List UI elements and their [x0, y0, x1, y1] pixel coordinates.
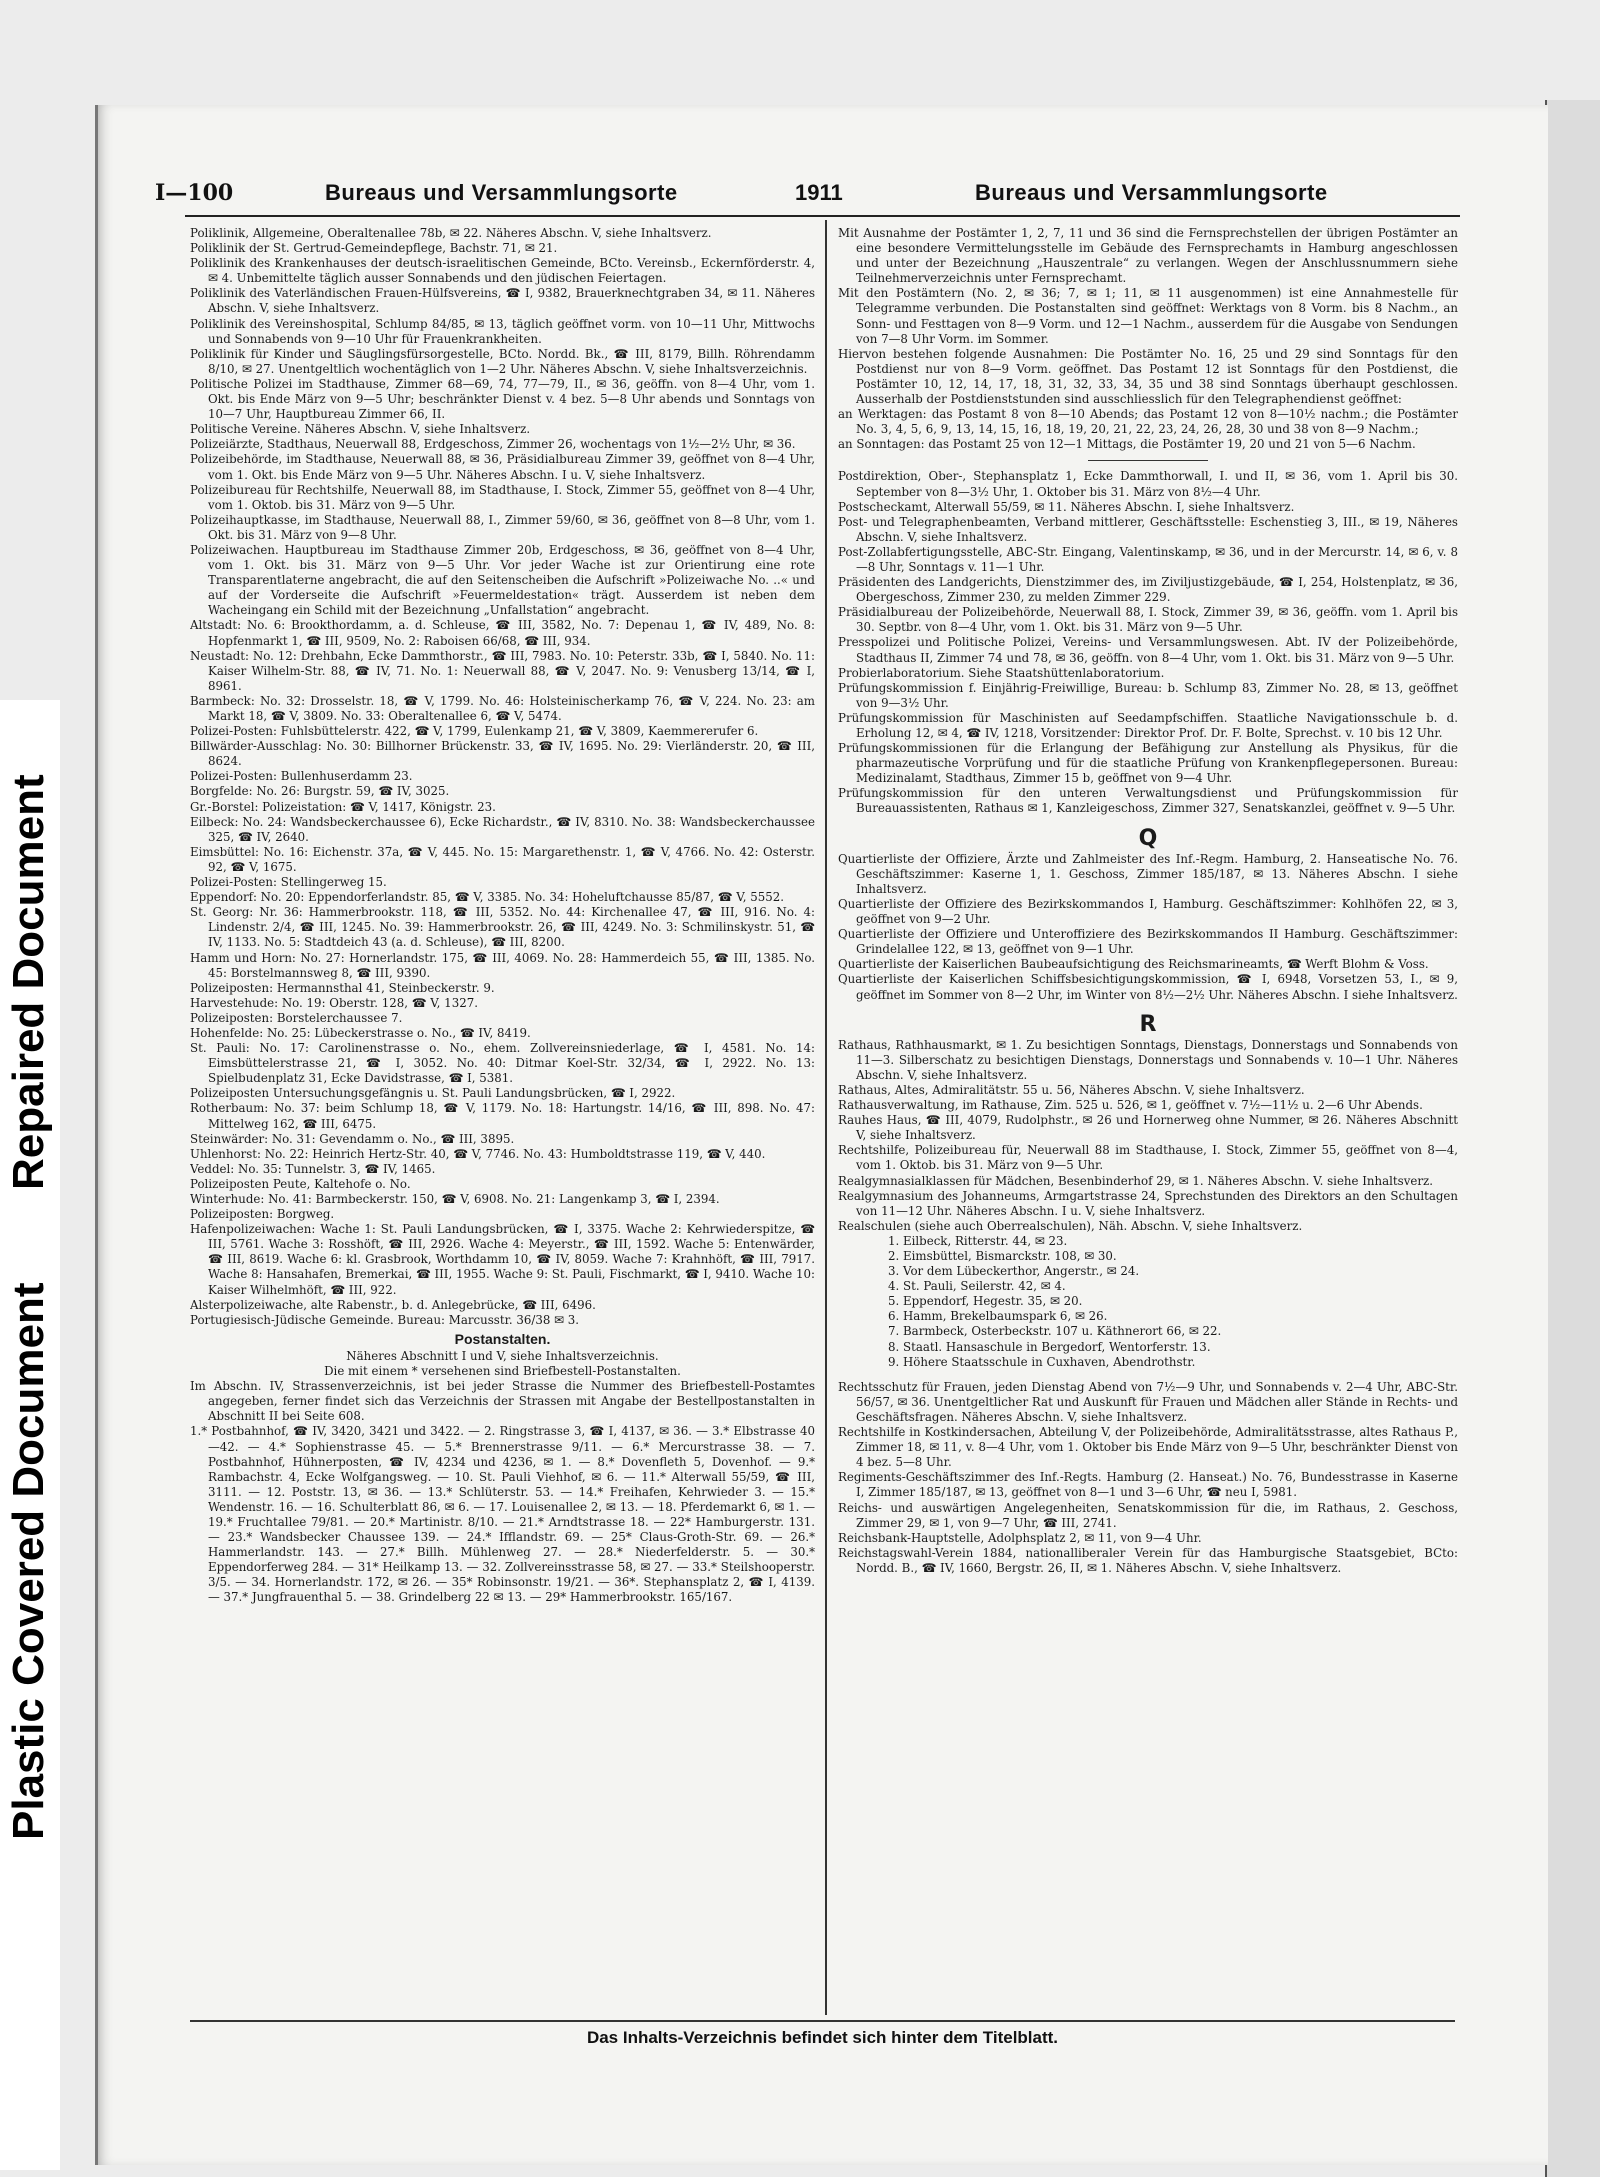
adjacent-page-edge: [1545, 100, 1600, 2177]
directory-entry: Eimsbüttel: No. 16: Eichenstr. 37a, ☎ V, 445. No. 15: Margarethenstr. 1, ☎ V, 4766. No. 42: Osterstr. 92, ☎ V, 1675.: [190, 844, 815, 874]
directory-entry: Eilbeck: No. 24: Wandsbeckerchaussee 6), Ecke Richardstr., ☎ IV, 8310. No. 38: Wandsbeckerchaussee 325, ☎ IV, 2640.: [190, 814, 815, 844]
directory-entry: Prüfungskommission für Maschinisten auf Seedampfschiffen. Staatliche Navigationsschule b. d. Erholung 12, ✉ 4, ☎ IV, 1218, Vorsitzender: Direktor Prof. Dr. F. Bolte, Sprechst. v. 10 bis 12 Uhr.: [838, 710, 1458, 740]
directory-entry: Poliklinik der St. Gertrud-Gemeindepflege, Bachstr. 71, ✉ 21.: [190, 241, 558, 256]
directory-entry: Realgymnasialklassen für Mädchen, Besenbinderhof 29, ✉ 1. Näheres Abschn. V. siehe Inhaltsverz.: [838, 1173, 1433, 1188]
directory-entry: Hafenpolizeiwachen: Wache 1: St. Pauli Landungsbrücken, ☎ I, 3375. Wache 2: Kehrwiederspitze, ☎ III, 5761. Wache 3: Rosshöft, ☎ III, 2926. Wache 4: Meyerstr., ☎ III, 1592. Wache 5: Entenwärder, ☎ III, 8619. Wache 6: kl. Grasbrook, Worthdamm 10, ☎ IV, 8059. Wache 7: Krahnhöft, ☎ III, 7917. Wache 8: Hansahafen, Bremerkai, ☎ III, 1955. Wache 9: St. Pauli, Fischmarkt, ☎ I, 9410. Wache 10: Kaiser Wilhelmhöft, ☎ III, 922.: [190, 1222, 815, 1297]
directory-entry: Präsidialbureau der Polizeibehörde, Neuerwall 88, I. Stock, Zimmer 39, ✉ 36, geöffn. vom 1. April bis 30. Septbr. von 8—4 Uhr, vom 1. Okt. bis 31. März von 9—5 Uhr.: [838, 605, 1458, 635]
directory-entry: Presspolizei und Politische Polizei, Vereins- und Versammlungswesen. Abt. IV der Polizeibehörde, Stadthaus II, Zimmer 74 und 78, ✉ 36, geöffn. von 8—4 Uhr, vom 1. Okt. bis 31. März von 9—5 Uhr.: [838, 635, 1458, 665]
directory-entry: Uhlenhorst: No. 22: Heinrich Hertz-Str. 40, ☎ V, 7746. No. 43: Humboldtstrasse 119, ☎ V, 440.: [190, 1146, 766, 1161]
directory-entry: Rechtshilfe, Polizeibureau für, Neuerwall 88 im Stadthause, I. Stock, Zimmer 55, geöffnet von 8—4, vom 1. Oktob. bis 31. März von 9—5 Uhr.: [838, 1143, 1458, 1173]
section-letter-r: R: [1139, 1011, 1157, 1037]
postanstalten-note: Näheres Abschnitt I und V, siehe Inhaltsverzeichnis.: [346, 1348, 659, 1363]
directory-entry: Rathausverwaltung, im Rathause, Zim. 525 u. 526, ✉ 1, geöffnet v. 7½—11½ u. 2—6 Uhr Abends.: [838, 1098, 1423, 1113]
directory-entry: Eppendorf: No. 20: Eppendorferlandstr. 85, ☎ V, 3385. No. 34: Hoheluftchausse 85/87, ☎ V, 5552.: [190, 890, 784, 905]
directory-entry: Borgfelde: No. 26: Burgstr. 59, ☎ IV, 3025.: [190, 784, 450, 799]
post-notes: [838, 226, 1458, 452]
postanstalten-note: Die mit einem * versehenen sind Briefbestell-Postanstalten.: [324, 1364, 681, 1379]
left-column: [190, 226, 815, 2026]
plastic-covered-label: Plastic Covered Document: [4, 1282, 53, 1840]
directory-entry: Rauhes Haus, ☎ III, 4079, Rudolphstr., ✉ 26 und Hornerweg ohne Nummer, ✉ 26. Näheres Abschnitt V, siehe Inhaltsverz.: [838, 1113, 1458, 1143]
directory-entry: Poliklinik des Vaterländischen Frauen-Hülfsvereins, ☎ I, 9382, Brauerknechtgraben 34, ✉ 11. Näheres Abschn. V, siehe Inhaltsverz.: [190, 286, 815, 316]
directory-entry: Polizeiposten Peute, Kaltehofe o. No.: [190, 1176, 411, 1191]
directory-entry: Quartierliste der Kaiserlichen Baubeaufsichtigung des Reichsmarineamts, ☎ Werft Blohm & Voss.: [838, 957, 1429, 972]
directory-entry: Poliklinik des Vereinshospital, Schlump 84/85, ✉ 13, täglich geöffnet vorm. von 10—11 Uhr, Mittwochs und Sonnabends von 9—10 Uhr für Frauenkrankheiten.: [190, 316, 815, 346]
directory-entry: Polizei-Posten: Bullenhuserdamm 23.: [190, 769, 413, 784]
directory-entry: Poliklinik für Kinder und Säuglingsfürsorgestelle, BCto. Nordd. Bk., ☎ III, 8179, Billh. Röhrendamm 8/10, ✉ 27. Unentgeltlich wochentäglich von 1—2 Uhr. Näheres Abschn. V, siehe Inhaltsverzeichnis.: [190, 346, 815, 376]
realschulen-list: [838, 1234, 1458, 1370]
directory-entry: Rechtshilfe in Kostkindersachen, Abteilung V, der Polizeibehörde, Admiralitätsstrasse, altes Rathaus P., Zimmer 18, ✉ 11, v. 8—4 Uhr, vom 1. Oktober bis Ende März von 9—5 Uhr, beschränkter Dienst von 4 bez. 5—8 Uhr.: [838, 1425, 1458, 1470]
section-rule: [1088, 460, 1208, 461]
directory-entry: Prüfungskommission für den unteren Verwaltungsdienst und Prüfungskommission für Bureauassistenten, Rathaus ✉ 1, Kanzleigeschoss, Zimmer 327, Senatskanzlei, geöffnet v. 9—5 Uhr.: [838, 786, 1458, 816]
directory-entry: Regiments-Geschäftszimmer des Inf.-Regts. Hamburg (2. Hanseat.) No. 76, Bundesstrasse in Kaserne I, Zimmer 185/187, ✉ 13, geöffnet von 8—1 und 3—6 Uhr, ☎ neu I, 5981.: [838, 1470, 1458, 1500]
running-title-right: Bureaus und Versammlungsorte: [975, 180, 1328, 205]
directory-entry: Veddel: No. 35: Tunnelstr. 3, ☎ IV, 1465.: [190, 1161, 436, 1176]
directory-entry: Polizeihauptkasse, im Stadthause, Neuerwall 88, I., Zimmer 59/60, ✉ 36, geöffnet von 8—8 Uhr, vom 1. Okt. bis 31. März von 9—8 Uhr.: [190, 512, 815, 542]
directory-entry: Polizeiärzte, Stadthaus, Neuerwall 88, Erdgeschoss, Zimmer 26, wochentags von 1½—2½ Uhr, ✉ 36.: [190, 437, 796, 452]
directory-entry: Portugiesisch-Jüdische Gemeinde. Bureau: Marcusstr. 36/38 ✉ 3.: [190, 1312, 580, 1327]
directory-entry: Polizeibehörde, im Stadthause, Neuerwall 88, ✉ 36, Präsidialbureau Zimmer 39, geöffnet von 8—4 Uhr, vom 1. Okt. bis Ende März von 9—5 Uhr. Näheres Abschn. I u. V, siehe Inhaltsverz.: [190, 452, 815, 482]
directory-entry: St. Pauli: No. 17: Carolinenstrasse o. No., ehem. Zollvereinsniederlage, ☎ I, 4581. No. 14: Eimsbüttelerstrasse 21, ☎ I, 3052. No. 40: Ditmar Koel-Str. 32/34, ☎ I, 2922. No. 13: Spielbudenplatz 31, Ecke Davidstrasse, ☎ I, 5381.: [190, 1041, 815, 1086]
directory-entry: Reichs- und auswärtigen Angelegenheiten, Senatskommission für die, im Rathaus, 2. Geschoss, Zimmer 29, ✉ 1, von 9—7 Uhr, ☎ III, 2741.: [838, 1500, 1458, 1530]
directory-entry: Polizeiposten: Hermannsthal 41, Steinbeckerstr. 9.: [190, 980, 495, 995]
directory-entry: Alsterpolizeiwache, alte Rabenstr., b. d. Anlegebrücke, ☎ III, 6496.: [190, 1297, 596, 1312]
directory-entry: Polizeibureau für Rechtshilfe, Neuerwall 88, im Stadthause, I. Stock, Zimmer 55, geöffnet von 8—4 Uhr, vom 1. Oktob. bis 31. März von 9—5 Uhr.: [190, 482, 815, 512]
directory-entry: Reichstagswahl-Verein 1884, nationalliberaler Verein für das Hamburgische Staatsgebiet, BCto: Nordd. B., ☎ IV, 1660, Bergstr. 26, II, ✉ 1. Näheres Abschn. V, siehe Inhaltsverz.: [838, 1545, 1458, 1575]
directory-entry: Polizeiposten: Borgweg.: [190, 1207, 335, 1222]
right-column: [838, 226, 1458, 2026]
directory-entry: Barmbeck: No. 32: Drosselstr. 18, ☎ V, 1799. No. 46: Holsteinischerkamp 76, ☎ V, 224. No. 23: am Markt 18, ☎ V, 3809. No. 33: Oberaltenallee 6, ☎ V, 5474.: [190, 693, 815, 723]
directory-entry: Gr.-Borstel: Polizeistation: ☎ V, 1417, Königstr. 23.: [190, 799, 496, 814]
r-entries: [838, 1038, 1458, 1234]
column-divider: [825, 220, 827, 2015]
post-note: an Werktagen: das Postamt 8 von 8—10 Abends; das Postamt 12 von 8—10½ nachm.; die Postämter No. 3, 4, 5, 6, 9, 13, 14, 15, 16, 18, 19, 20, 21, 22, 23, 24, 26, 28, 30 und 38 von 8—9 Nachm.;: [838, 407, 1458, 437]
directory-entry: Quartierliste der Offiziere, Ärzte und Zahlmeister des Inf.-Regm. Hamburg, 2. Hanseatische No. 76. Geschäftszimmer: Kaserne 1, 1. Geschoss, Zimmer 185/187, ✉ 13. Näheres Abschn. I siehe Inhaltsverz.: [838, 851, 1458, 896]
post-entry: 1.* Postbahnhof, ☎ IV, 3420, 3421 und 3422. — 2. Ringstrasse 3, ☎ I, 4137, ✉ 36. — 3.* Elbstrasse 40—42. — 4.* Sophienstrasse 45. — 5.* Brennerstrasse 9/11. — 6.* Mercurstrasse 38. — 7. Postbahnhof, Hühnerposten, ☎ IV, 4234 und 4236, ✉ 1. — 8.* Dovenfleth 5, Dovenhof. — 9.* Rambachstr. 4, Ecke Wolfgangsweg. — 10. St. Pauli Viehhof, ✉ 6. — 11.* Alterwall 55/59, ☎ III, 3111. — 12. Poststr. 13, ✉ 36. — 13.* Schlüterstr. 53. — 14.* Freihafen, Kehrwieder 3. — 15.* Wendenstr. 16. — 16. Schulterblatt 86, ✉ 6. — 17. Louisenallee 2, ✉ 13. — 18. Pferdemarkt 6, ✉ 1. — 19.* Fruchtallee 79/81. — 20.* Martinistr. 8/10. — 21.* Arndtstrasse 18. — 22* Hamburgerstr. 131. — 23.* Wandsbecker Chaussee 139. — 24.* Ifflandstr. 69. — 25* Claus-Groth-Str. 69. — 26.* Hammerlandstr. 143. — 27.* Billh. Mühlenweg 27. — 28.* Niederfelderstr. 5. — 30.* Eppendorferweg 284. — 31* Heilkamp 13. — 32. Zollvereinsstrasse 58, ✉ 27. — 33.* Steilshooperstr. 3/5. — 34. Hornerlandstr. 172, ✉ 26. — 35* Robinsonstr. 19/21. — 36*. Stephansplatz 2, ☎ I, 4139. — 37.* Jungfrauenthal 5. — 38. Grindelberg 22 ✉ 13. — 29* Hammerbrookstr. 165/167.: [190, 1424, 815, 1605]
year: 1911: [795, 180, 843, 205]
school-item: 1. Eilbeck, Ritterstr. 44, ✉ 23.: [888, 1233, 1068, 1248]
directory-entry: Steinwärder: No. 31: Gevendamm o. No., ☎ III, 3895.: [190, 1131, 515, 1146]
school-item: 6. Hamm, Brekelbaumspark 6, ✉ 26.: [888, 1309, 1108, 1324]
directory-entry: Präsidenten des Landgerichts, Dienstzimmer des, im Ziviljustizgebäude, ☎ I, 254, Holstenplatz, ✉ 36, Obergeschoss, Zimmer 230, zu melden Zimmer 229.: [838, 575, 1458, 605]
directory-entry: Polizeiposten Untersuchungsgefängnis u. St. Pauli Landungsbrücken, ☎ I, 2922.: [190, 1086, 676, 1101]
running-title-left: Bureaus und Versammlungsorte: [325, 180, 678, 205]
directory-entry: Post-Zollabfertigungsstelle, ABC-Str. Eingang, Valentinskamp, ✉ 36, und in der Mercurstr. 14, ✉ 6, v. 8—8 Uhr, Sonntags v. 11—1 Uhr.: [838, 544, 1458, 574]
directory-entry: Polizei-Posten: Fuhlsbüttelerstr. 422, ☎ V, 1799, Eulenkamp 21, ☎ V, 3809, Kaemmererufer 6.: [190, 724, 759, 739]
header-rule: [185, 215, 1460, 217]
school-item: 8. Staatl. Hansaschule in Bergedorf, Wentorferstr. 13.: [888, 1339, 1211, 1354]
q-entries: [838, 852, 1458, 1003]
directory-entry: Hamm und Horn: No. 27: Hornerlandstr. 175, ☎ III, 4069. No. 28: Hammerdeich 55, ☎ III, 1385. No. 45: Borstelmannsweg 8, ☎ III, 9390.: [190, 950, 815, 980]
directory-entry: Poliklinik des Krankenhauses der deutsch-israelitischen Gemeinde, BCto. Vereinsb., Eckernförderstr. 4, ✉ 4. Unbemittelte täglich ausser Sonnabends und den jüdischen Feiertagen.: [190, 256, 815, 286]
school-item: 9. Höhere Staatsschule in Cuxhaven, Abendrothstr.: [888, 1354, 1196, 1369]
repaired-document-label: Repaired Document: [4, 774, 53, 1190]
school-item: 5. Eppendorf, Hegestr. 35, ✉ 20.: [888, 1294, 1083, 1309]
directory-entry: Rathaus, Altes, Admiralitätstr. 55 u. 56, Näheres Abschn. V, siehe Inhaltsverz.: [838, 1082, 1305, 1097]
directory-entry: Winterhude: No. 41: Barmbeckerstr. 150, ☎ V, 6908. No. 21: Langenkamp 3, ☎ I, 2394.: [190, 1192, 720, 1206]
directory-entry: Rotherbaum: No. 37: beim Schlump 18, ☎ V, 1179. No. 18: Hartungstr. 14/16, ☎ III, 898. No. 47: Mittelweg 162, ☎ III, 6475.: [190, 1101, 815, 1131]
post-note: an Sonntagen: das Postamt 25 von 12—1 Mittags, die Postämter 19, 20 und 21 von 5—6 Nachm.: [838, 437, 1416, 452]
directory-entry: Reichsbank-Hauptstelle, Adolphsplatz 2, ✉ 11, von 9—4 Uhr.: [838, 1530, 1202, 1545]
r-entries-continued: [838, 1380, 1458, 1576]
school-item: 4. St. Pauli, Seilerstr. 42, ✉ 4.: [888, 1279, 1066, 1294]
directory-entry: Rechtsschutz für Frauen, jeden Dienstag Abend von 7½—9 Uhr, und Sonnabends v. 2—4 Uhr, ABC-Str. 56/57, ✉ 36. Unentgeltlicher Rat und Auskunft für Frauen und Mädchen aller Stände in Rechts- und Geschäftsfragen. Näheres Abschn. V, siehe Inhaltsverz.: [838, 1379, 1458, 1424]
directory-entry: Polizei-Posten: Stellingerweg 15.: [190, 875, 387, 890]
directory-entry: Quartierliste der Offiziere des Bezirkskommandos I, Hamburg. Geschäftszimmer: Kohlhöfen 22, ✉ 3, geöffnet von 9—2 Uhr.: [838, 896, 1458, 927]
post-note: Mit Ausnahme der Postämter 1, 2, 7, 11 und 36 sind die Fernsprechstellen der übrigen Postämter an eine besondere Vermittelungsstelle im Gebäude des Fernsprechamts in Hamburg angeschlossen und unter der Bezeichnung „Hauszentrale“ zu verlangen. Wegen der Anschlussnummern siehe Teilnehmerverzeichnis unter Fernsprechamt.: [838, 226, 1458, 286]
directory-entry: Probierlaboratorium. Siehe Staatshüttenlaboratorium.: [838, 665, 1165, 680]
directory-entry: Rathaus, Rathhausmarkt, ✉ 1. Zu besichtigen Sonntags, Dienstags, Donnerstags und Sonnabends von 11—3. Silberschatz zu besichtigen Dienstags, Donnerstags und Sonnabends v. 10—1 Uhr. Näheres Abschn. V, siehe Inhaltsverz.: [838, 1037, 1458, 1082]
school-item: 3. Vor dem Lübeckerthor, Angerstr., ✉ 24.: [888, 1264, 1140, 1279]
directory-entry: Postscheckamt, Alterwall 55/59, ✉ 11. Näheres Abschn. I, siehe Inhaltsverz.: [838, 499, 1295, 514]
post-note: Hiervon bestehen folgende Ausnahmen: Die Postämter No. 16, 25 und 29 sind Sonntags für den Postdienst nur von 8—9 Vorm. geöffnet. Das Postamt 12 ist Sonntags für den Postdienst, die Postämter 10, 12, 14, 17, 18, 31, 32, 33, 34, 35 und 38 sind Sonntags überhaupt geschlossen. Ausserhalb der Postdienststunden sind ausschliesslich für den Telegraphendienst geöffnet:: [838, 346, 1458, 407]
section-letter-q: Q: [1138, 825, 1158, 851]
directory-entry: Quartierliste der Kaiserlichen Schiffsbesichtigungskommission, ☎ I, 6948, Vorsetzen 53, I., ✉ 9, geöffnet im Sommer von 8—2 Uhr, im Winter von 8½—2½ Uhr. Näheres Abschn. I siehe Inhaltsverz.: [838, 972, 1458, 1002]
directory-entry: St. Georg: Nr. 36: Hammerbrookstr. 118, ☎ III, 5352. No. 44: Kirchenallee 47, ☎ III, 916. No. 4: Lindenstr. 2/4, ☎ III, 1245. No. 39: Hammerbrookstr. 26, ☎ III, 4249. No. 3: Schmilinskystr. 51, ☎ IV, 1133. No. 5: Stadtdeich 43 (a. d. Schleuse), ☎ III, 8200.: [190, 905, 815, 950]
school-item: 7. Barmbeck, Osterbeckstr. 107 u. Käthnerort 66, ✉ 22.: [888, 1324, 1222, 1339]
school-item: 2. Eimsbüttel, Bismarckstr. 108, ✉ 30.: [888, 1249, 1117, 1263]
post-entry: Im Abschn. IV, Strassenverzeichnis, ist bei jeder Strasse die Nummer des Briefbestell-Postamtes angegeben, ferner findet sich das Verzeichnis der Strassen mit Angabe der Bestellpostanstalten in Abschnitt II bei Seite 608.: [190, 1379, 815, 1424]
post-note: Mit den Postämtern (No. 2, ✉ 36; 7, ✉ 1; 11, ✉ 11 ausgenommen) ist eine Annahmestelle für Telegramme verbunden. Die Postanstalten sind geöffnet: Werktags von 8 Vorm. bis 8 Nachm., an Sonn- und Festtagen von 8—9 Vorm. und 12—1 Nachm., ausserdem für die Ausgabe von Sendungen von 7—8 Uhr Vorm. im Sommer.: [838, 286, 1458, 346]
directory-entry: Polizeiwachen. Hauptbureau im Stadthause Zimmer 20b, Erdgeschoss, ✉ 36, geöffnet von 8—4 Uhr, vom 1. Okt. bis 31. März von 9—5 Uhr. Vor jeder Wache ist zur Orientirung eine rote Transparentlaterne angebracht, die auf den Seitenscheiben die Aufschrift »Polizeiwache No. ..« und auf der Vorderseite die Aufschrift »Feuermeldestation« trägt. Ausserdem ist neben dem Wacheingang ein Schild mit der Bezeichnung „Unfallstation“ angebracht.: [190, 542, 815, 618]
directory-entry: Polizeiposten: Borstelerchaussee 7.: [190, 1010, 403, 1025]
directory-entry: Post- und Telegraphenbeamten, Verband mittlerer, Geschäftsstelle: Eschenstieg 3, III., ✉ 19, Näheres Abschn. V, siehe Inhaltsverz.: [838, 514, 1458, 544]
directory-entry: Politische Vereine. Näheres Abschn. V, siehe Inhaltsverz.: [190, 422, 531, 437]
postanstalten-entries: [190, 1379, 815, 1605]
directory-entry: Neustadt: No. 12: Drehbahn, Ecke Dammthorstr., ☎ III, 7983. No. 10: Peterstr. 33b, ☎ I, 5840. No. 11: Kaiser Wilhelm-Str. 88, ☎ IV, 71. No. 1: Neuerwall 88, ☎ V, 2047. No. 9: Venusberg 13/14, ☎ I, 8961.: [190, 648, 815, 693]
directory-entry: Prüfungskommissionen für die Erlangung der Befähigung zur Anstellung als Physikus, für die pharmazeutische Vorprüfung und für die staatliche Prüfung von Krankenpflegepersonen. Bureau: Medizinalamt, Stadthaus, Zimmer 15 b, geöffnet von 9—4 Uhr.: [838, 741, 1458, 786]
directory-entry: Quartierliste der Offiziere und Unteroffiziere des Bezirkskommandos II Hamburg. Geschäftszimmer: Grindelallee 122, ✉ 13, geöffnet von 9—1 Uhr.: [838, 927, 1458, 957]
left-entries: [190, 226, 815, 1328]
directory-entry: Politische Polizei im Stadthause, Zimmer 68—69, 74, 77—79, II., ✉ 36, geöffn. von 8—4 Uhr, vom 1. Okt. bis Ende März von 9—5 Uhr; beschränkter Dienst v. 4 bez. 5—8 Uhr abends und Sonntags von 10—7 Uhr, Hauptbureau Zimmer 66, II.: [190, 376, 815, 422]
postanstalten-heading: Postanstalten.: [454, 1330, 551, 1347]
directory-entry: Prüfungskommission f. Einjährig-Freiwillige, Bureau: b. Schlump 83, Zimmer No. 28, ✉ 13, geöffnet von 9—3½ Uhr.: [838, 680, 1458, 710]
page-number: I—100: [155, 180, 234, 206]
directory-entry: Harvestehude: No. 19: Oberstr. 128, ☎ V, 1327.: [190, 995, 478, 1010]
p-entries: [838, 469, 1458, 816]
footer-note: Das Inhalts-Verzeichnis befindet sich hinter dem Titelblatt.: [190, 2020, 1455, 2048]
directory-entry: Realgymnasium des Johanneums, Armgartstrasse 24, Sprechstunden des Direktors an den Schultagen von 11—12 Uhr. Näheres Abschn. I u. V, siehe Inhaltsverz.: [838, 1188, 1458, 1218]
directory-entry: Hohenfelde: No. 25: Lübeckerstrasse o. No., ☎ IV, 8419.: [190, 1025, 531, 1040]
directory-entry: Poliklinik, Allgemeine, Oberaltenallee 78b, ✉ 22. Näheres Abschn. V, siehe Inhaltsverz.: [190, 226, 712, 240]
directory-entry: Billwärder-Ausschlag: No. 30: Billhorner Brückenstr. 33, ☎ IV, 1695. No. 29: Vierländerstr. 20, ☎ III, 8624.: [190, 739, 815, 769]
directory-entry: Altstadt: No. 6: Brookthordamm, a. d. Schleuse, ☎ III, 3582, No. 7: Depenau 1, ☎ IV, 489, No. 8: Hopfenmarkt 1, ☎ III, 9509, No. 2: Raboisen 66/68, ☎ III, 934.: [190, 618, 815, 648]
directory-entry: Realschulen (siehe auch Oberrealschulen), Näh. Abschn. V, siehe Inhaltsverz.: [838, 1218, 1303, 1233]
directory-entry: Postdirektion, Ober-, Stephansplatz 1, Ecke Dammthorwall, I. und II, ✉ 36, vom 1. April bis 30. September von 8—3½ Uhr, 1. Oktober bis 31. März von 8½—4 Uhr.: [838, 469, 1458, 499]
